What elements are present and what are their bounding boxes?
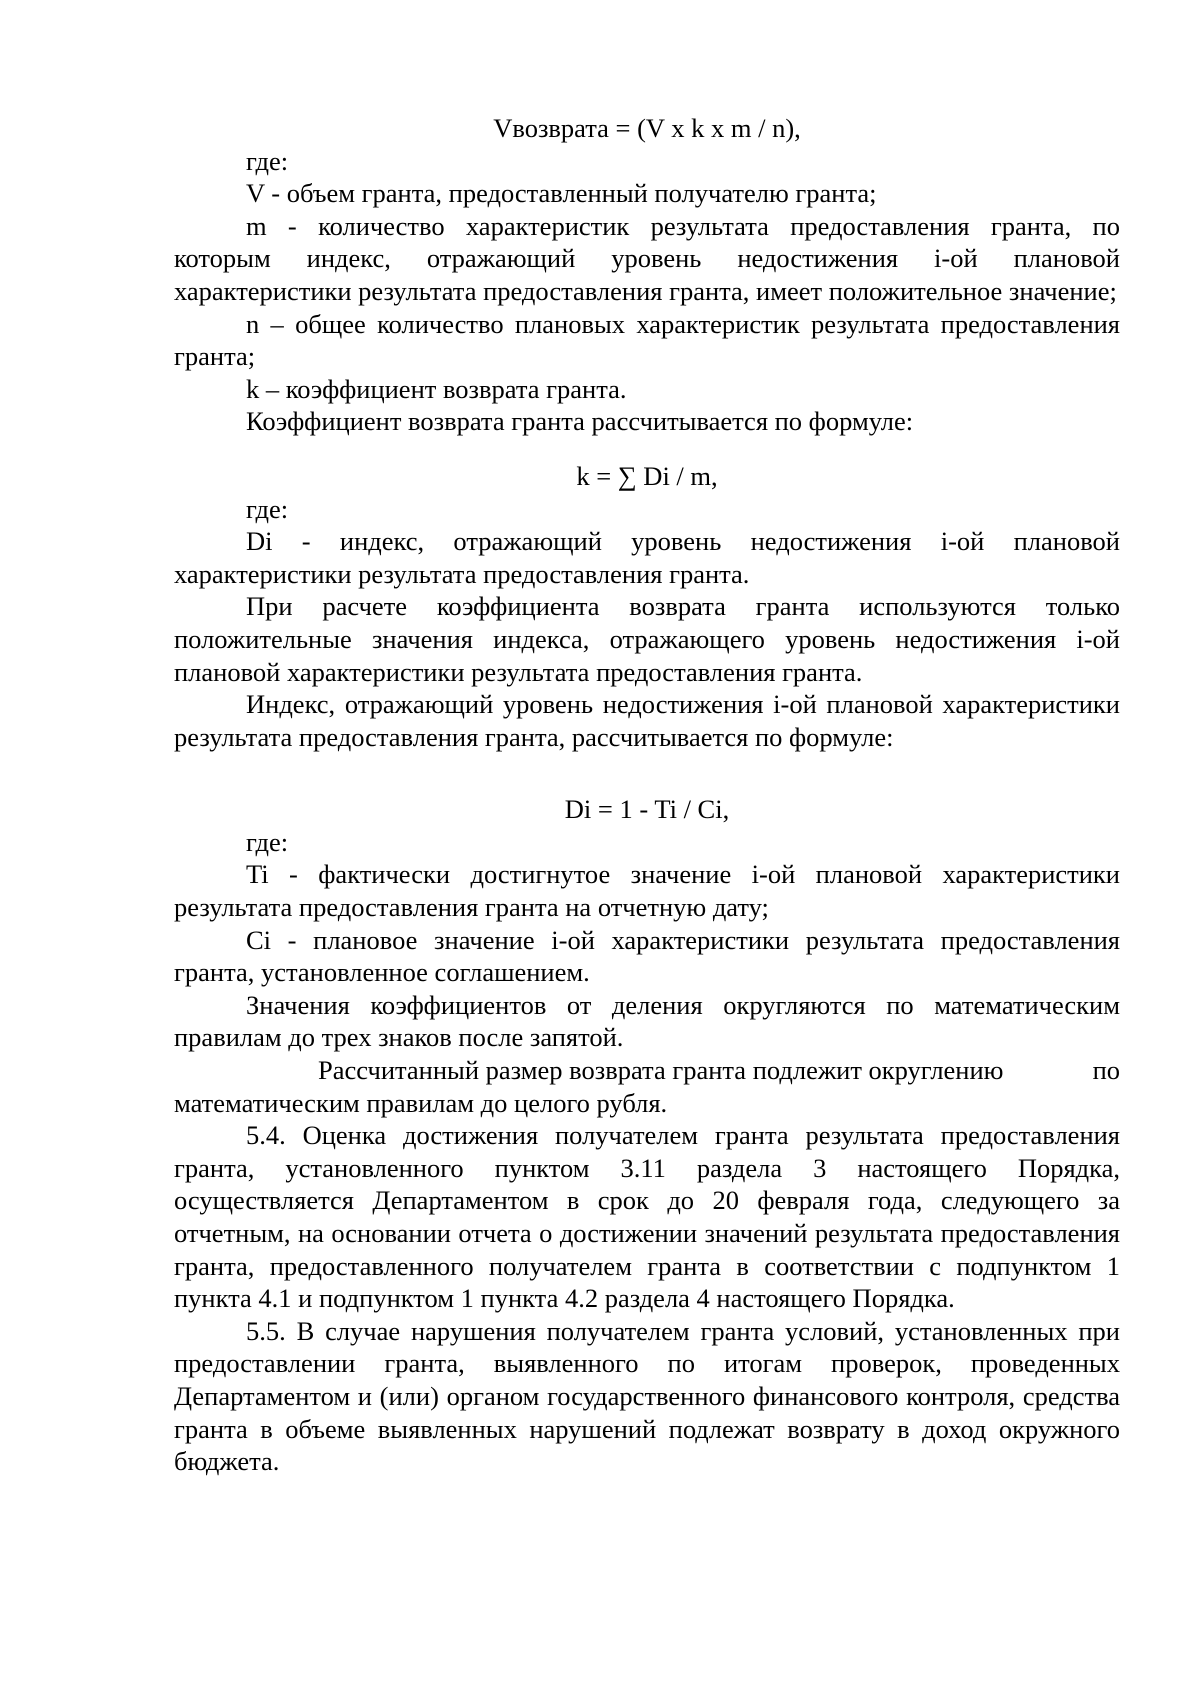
formula-di: Di = 1 - Ti / Ci,: [564, 794, 730, 825]
definition-n: n – общее количество плановых характеристик результата предоставления гранта;: [174, 308, 1120, 372]
formula-k: k = ∑ Di / m,: [576, 460, 718, 491]
where-label: где:: [246, 493, 289, 524]
rounding-sum-line: [174, 1054, 1120, 1087]
definition-ti: Ti - фактически достигнутое значение i-ой плановой характеристики результата предоставления гранта на отчетную дату;: [174, 859, 1120, 923]
k-formula-intro: Коэффициент возврата гранта рассчитывается по формуле:: [246, 406, 914, 437]
rounding-sum-text: Рассчитанный размер возврата гранта подлежит округлению: [318, 1055, 1004, 1086]
rounding-coefficients: Значения коэффициентов от деления округляются по математическим правилам до трех знаков после запятой.: [174, 989, 1120, 1053]
definition-ci: Ci - плановое значение i-ой характеристики результата предоставления гранта, установленное соглашением.: [174, 924, 1120, 988]
document-page: [174, 112, 1120, 1478]
where-label: где:: [246, 145, 289, 176]
definition-v: V - объем гранта, предоставленный получателю гранта;: [246, 178, 877, 209]
where-label: где:: [246, 826, 289, 857]
formula-v-return: Vвозврата = (V х k х m / n),: [493, 113, 801, 143]
definition-m: m - количество характеристик результата предоставления гранта, по которым индекс, отражающий уровень недостижения i-ой плановой характеристики результата предоставления гранта, имеет положительное значение;: [174, 210, 1120, 306]
definition-k: k – коэффициент возврата гранта.: [246, 373, 627, 404]
di-formula-intro: Индекс, отражающий уровень недостижения i-ой плановой характеристики результата предоставления гранта, рассчитывается по формуле:: [174, 689, 1120, 752]
paragraph-5-5: 5.5. В случае нарушения получателем гранта условий, установленных при предоставлении гранта, выявленного по итогам проверок, проведенных Департаментом и (или) органом государственного финансового контроля, средства гранта в объеме выявленных нарушений подлежат возврату в доход окружного бюджета.: [174, 1315, 1120, 1477]
definition-di: Di - индекс, отражающий уровень недостижения i-ой плановой характеристики результата предоставления гранта.: [174, 526, 1120, 589]
paragraph-5-4: 5.4. Оценка достижения получателем гранта результата предоставления гранта, установленного пунктом 3.11 раздела 3 настоящего Порядка, осуществляется Департаментом в срок до 20 февраля года, следующего за отчетным, на основании отчета о достижении значений результата предоставления гранта, предоставленного получателем гранта в соответствии с подпунктом 1 пункта 4.1 и подпунктом 1 пункта 4.2 раздела 4 настоящего Порядка.: [174, 1120, 1120, 1314]
rounding-sum-tail: по: [1092, 1055, 1120, 1086]
positive-values-note: При расчете коэффициента возврата гранта используются только положительные значения индекса, отражающего уровень недостижения i-ой плановой характеристики результата предоставления гранта.: [174, 591, 1120, 687]
rounding-sum-continuation: математическим правилам до целого рубля.: [174, 1087, 668, 1118]
